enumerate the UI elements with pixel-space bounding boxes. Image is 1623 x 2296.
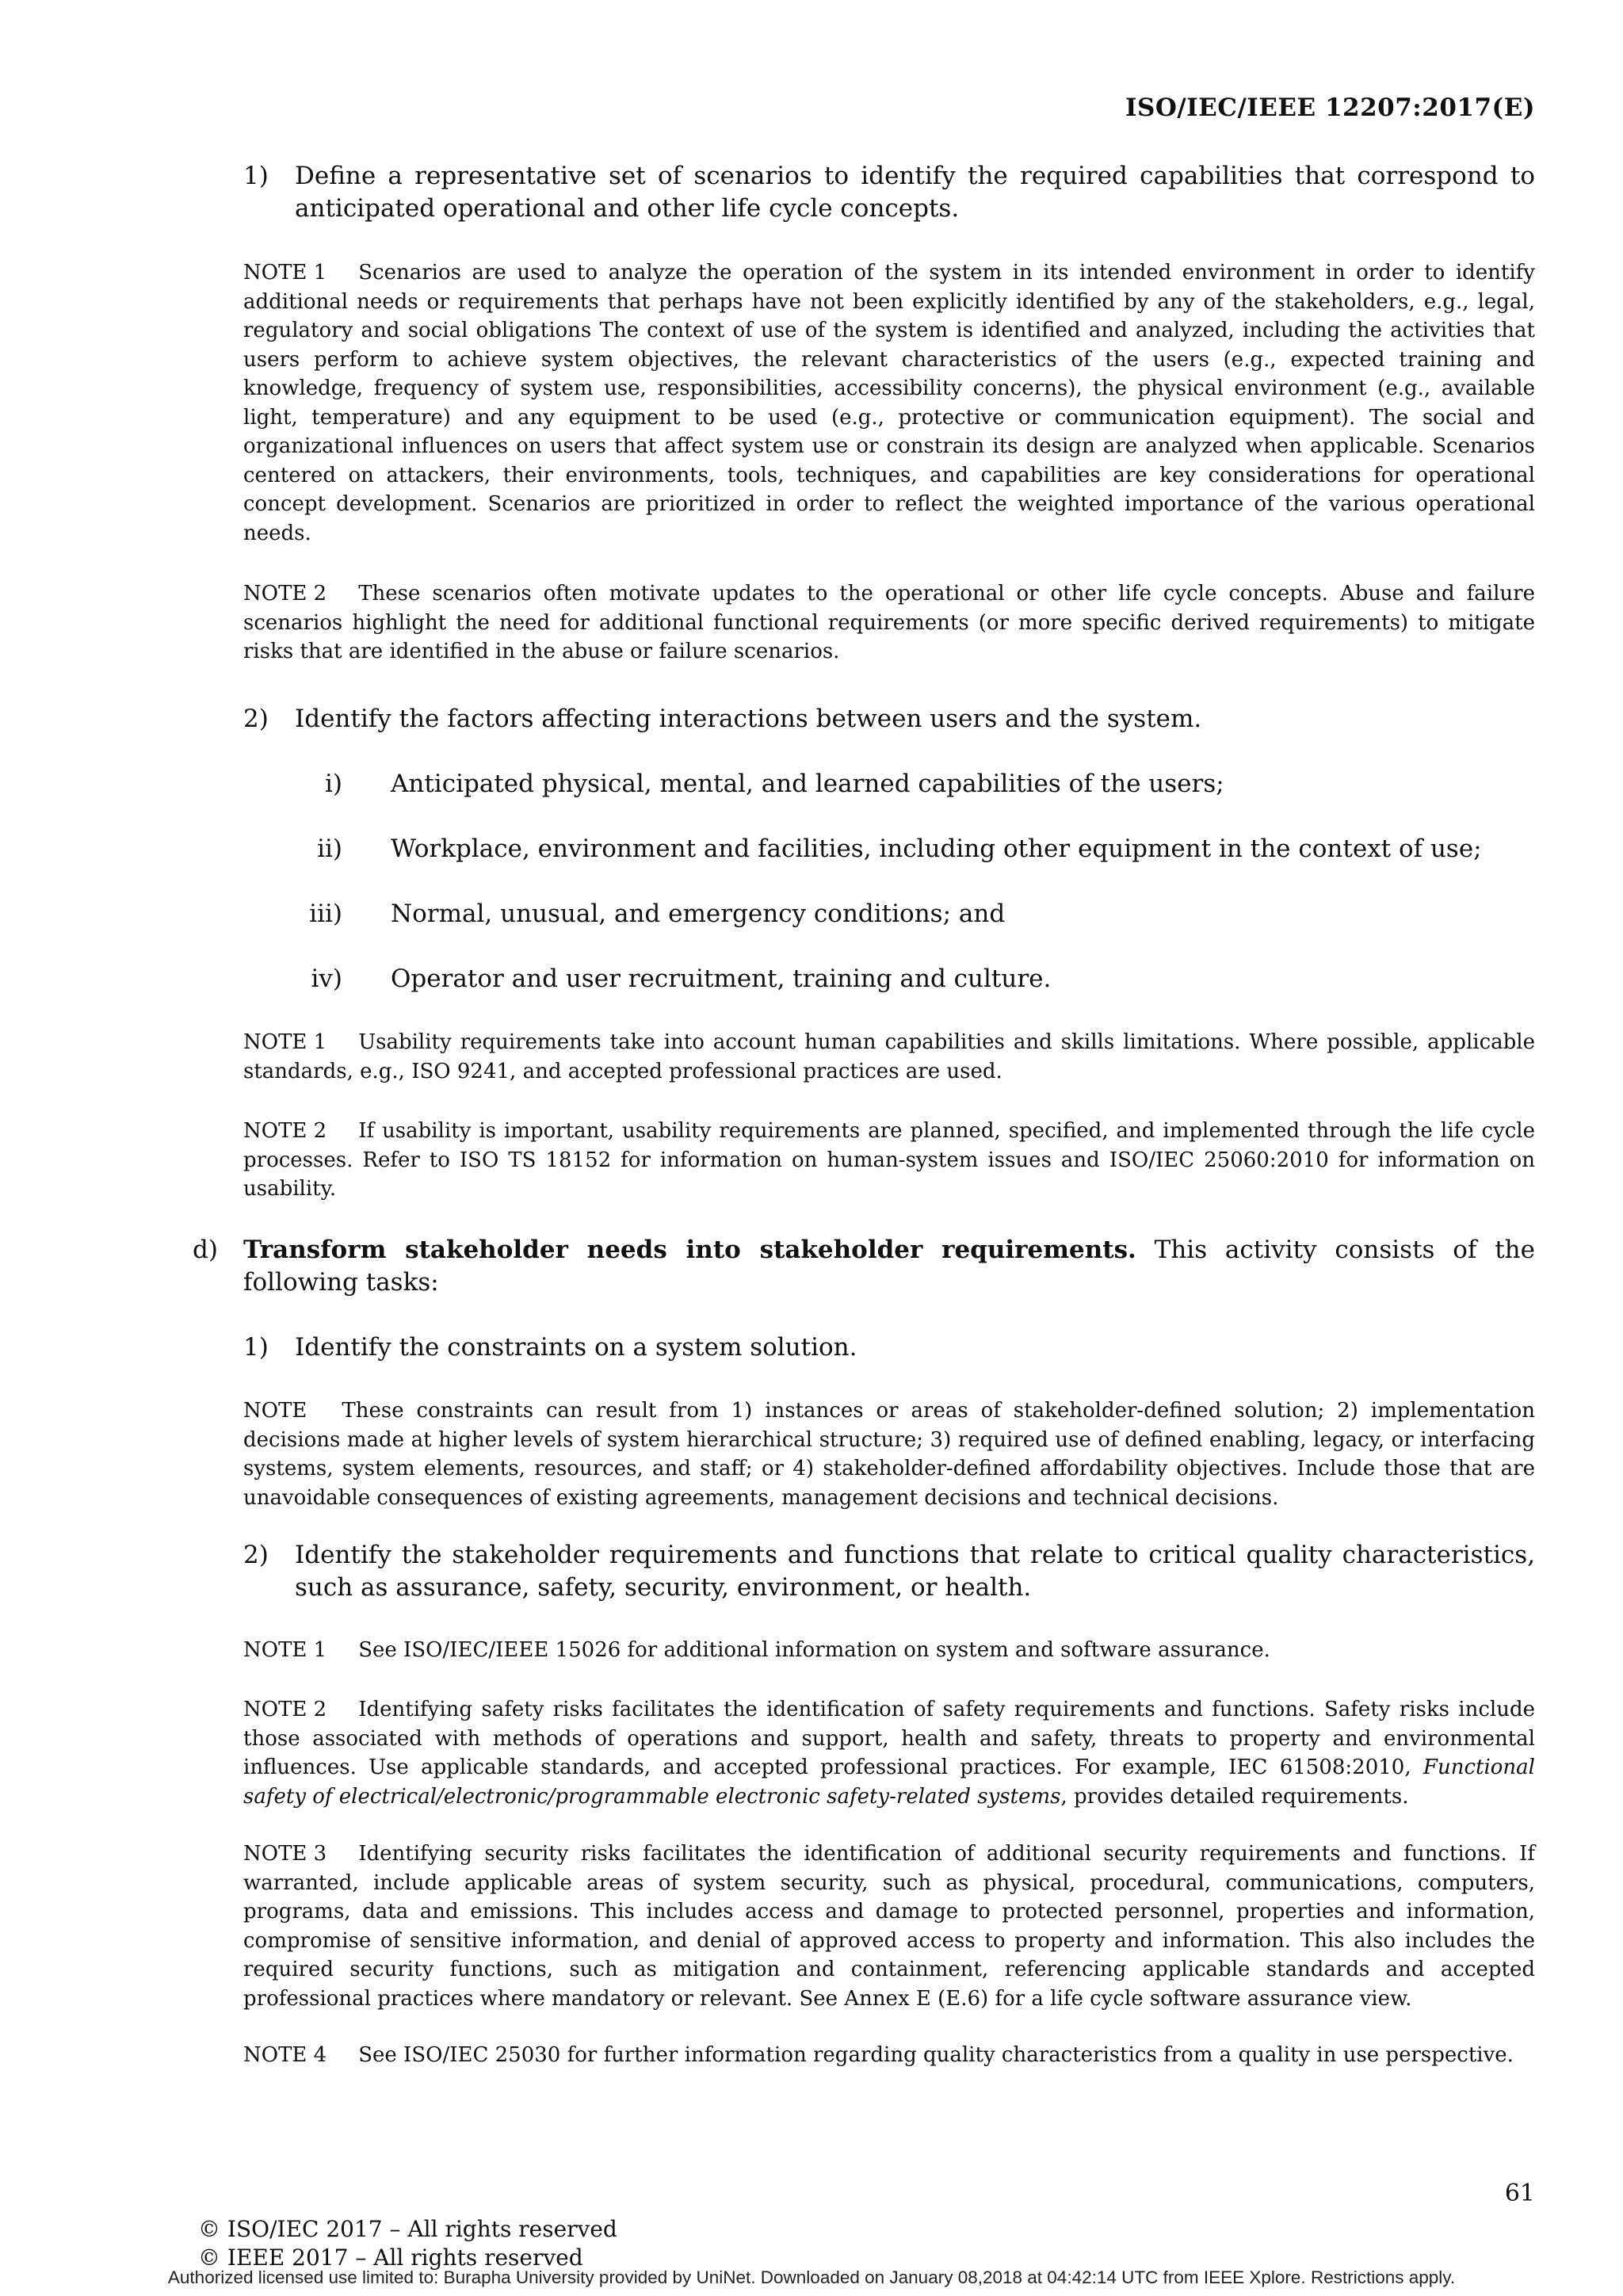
sub-item-number: iv) [311, 965, 342, 993]
license-notice: Authorized licensed use limited to: Burapha University provided by UniNet. Downloaded on January 08,2018 at 04:42:14 UTC from IEEE Xplore. Restrictions apply. [167, 2267, 1456, 2287]
note-tag: NOTE 2 [243, 1119, 327, 1143]
note-text: See ISO/IEC/IEEE 15026 for additional information on system and software assurance. [358, 1638, 1270, 1662]
task-item-1 [243, 160, 1535, 225]
note-text-tail: , provides detailed requirements. [1060, 1784, 1409, 1809]
task-text: Identify the factors affecting interactions between users and the system. [295, 705, 1202, 733]
note [243, 2041, 1535, 2070]
sub-item-number: i) [324, 770, 342, 798]
sub-item-text: Normal, unusual, and emergency conditions; and [391, 900, 1006, 928]
sub-item-text: Anticipated physical, mental, and learned capabilities of the users; [391, 770, 1224, 798]
copyright-iso: © ISO/IEC 2017 – All rights reserved [198, 2216, 617, 2242]
sub-item [243, 768, 1224, 800]
sub-item [243, 833, 1482, 865]
note-tag: NOTE 2 [243, 1698, 327, 1721]
page-number: 61 [1504, 2179, 1535, 2207]
task-number: 2) [243, 705, 269, 733]
sub-item-number: ii) [317, 835, 342, 863]
task-number: 1) [243, 162, 269, 190]
note-tag: NOTE 4 [243, 2043, 327, 2067]
note-text: Usability requirements take into account human capabilities and skills limitations. Where possible, applicable standards, e.g., ISO 9241, and accepted professional practices are used. [243, 1030, 1535, 1083]
sub-item [243, 898, 1005, 930]
note-text: These constraints can result from 1) instances or areas of stakeholder-defined solution; 2) implementation decisions made at higher levels of system hierarchical structure; 3) required use of defined enabling, legacy, or interfacing systems, system elements, resources, and staff; or 4) stakeholder-defined affordability objectives. Include those that are unavoidable consequences of existing agreements, management decisions and technical decisions. [243, 1399, 1535, 1510]
note-tag: NOTE 3 [243, 1842, 327, 1866]
task-item-d2 [243, 1539, 1535, 1604]
note-text: These scenarios often motivate updates to the operational or other life cycle concepts. Abuse and failure scenarios highlight the need for additional functional requirements (or more specific derived requirements) to mitigate risks that are identified in the abuse or failure scenarios. [243, 582, 1535, 663]
document-identifier: ISO/IEC/IEEE 12207:2017(E) [1125, 94, 1535, 122]
note-tag: NOTE 2 [243, 582, 327, 606]
task-text: Identify the stakeholder requirements and functions that relate to critical quality characteristics, such as assurance, safety, security, environment, or health. [295, 1541, 1535, 1602]
note-tag: NOTE 1 [243, 261, 327, 285]
task-item-2 [243, 703, 1535, 735]
note [243, 579, 1535, 667]
note-text: Scenarios are used to analyze the operation of the system in its intended environment in order to identify additional needs or requirements that perhaps have not been explicitly identified by any of the stakeholders, e.g., legal, regulatory and social obligations The context of use of the system is identified and analyzed, including the activities that users perform to achieve system objectives, the relevant characteristics of the users (e.g., expected training and knowledge, frequency of system use, responsibilities, accessibility concerns), the physical environment (e.g., available light, temperature) and any equipment to be used (e.g., protective or communication equipment). The social and organizational influences on users that affect system use or constrain its design are analyzed when applicable. Scenarios centered on attackers, their environments, tools, techniques, and capabilities are key considerations for operational concept development. Scenarios are prioritized in order to reflect the weighted importance of the various operational needs. [243, 261, 1535, 545]
sub-item-text: Operator and user recruitment, training and culture. [391, 965, 1052, 993]
activity-text [243, 1234, 1535, 1299]
note [243, 1839, 1535, 2013]
standard-title: Functional safety of electrical/electronic/programmable electronic safety-related systems [243, 1755, 1535, 1809]
note [243, 1636, 1535, 1665]
task-number: 2) [243, 1541, 269, 1569]
note [243, 258, 1535, 548]
activity-title: Transform stakeholder needs into stakeholder requirements. [243, 1236, 1136, 1264]
task-text: Identify the constraints on a system solution. [295, 1333, 857, 1362]
task-item-d1 [243, 1331, 1535, 1364]
note-text: Identifying security risks facilitates the identification of additional security requirements and functions. If warranted, include applicable areas of system security, such as physical, procedural, communications, computers, programs, data and emissions. This includes access and damage to protected personnel, properties and information, compromise of sensitive information, and denial of approved access to property and information. This also includes the required security functions, such as mitigation and containment, referencing applicable standards and accepted professional practices where mandatory or relevant. See Annex E (E.6) for a life cycle software assurance view. [243, 1842, 1535, 2011]
activity-letter: d) [193, 1236, 218, 1264]
activity-item-d [193, 1234, 1535, 1299]
note-text: See ISO/IEC 25030 for further information regarding quality characteristics from a quality in use perspective. [358, 2043, 1514, 2067]
note-text: If usability is important, usability requirements are planned, specified, and implemented through the life cycle processes. Refer to ISO TS 18152 for information on human-system issues and ISO/IEC 25060:2010 for information on usability. [243, 1119, 1535, 1201]
task-number: 1) [243, 1333, 269, 1362]
note [243, 1396, 1535, 1512]
note-tag: NOTE 1 [243, 1030, 327, 1054]
sub-item-text: Workplace, environment and facilities, including other equipment in the context of use; [391, 835, 1482, 863]
note [243, 1117, 1535, 1204]
note-tag: NOTE [243, 1399, 307, 1423]
sub-item-number: iii) [309, 900, 342, 928]
note [243, 1695, 1535, 1811]
activity-description: This activity consists of the following tasks: [243, 1236, 1535, 1297]
copyright-ieee: © IEEE 2017 – All rights reserved [198, 2244, 583, 2271]
note-tag: NOTE 1 [243, 1638, 327, 1662]
task-text: Define a representative set of scenarios to identify the required capabilities that correspond to anticipated operational and other life cycle concepts. [295, 162, 1535, 223]
note-text: Identifying safety risks facilitates the identification of safety requirements and functions. Safety risks include those associated with methods of operations and support, health and safety, threats to property and environmental influences. Use applicable standards, and accepted professional practices. For example, IEC 61508:2010, [243, 1698, 1535, 1779]
sub-item [243, 963, 1051, 995]
note [243, 1028, 1535, 1086]
